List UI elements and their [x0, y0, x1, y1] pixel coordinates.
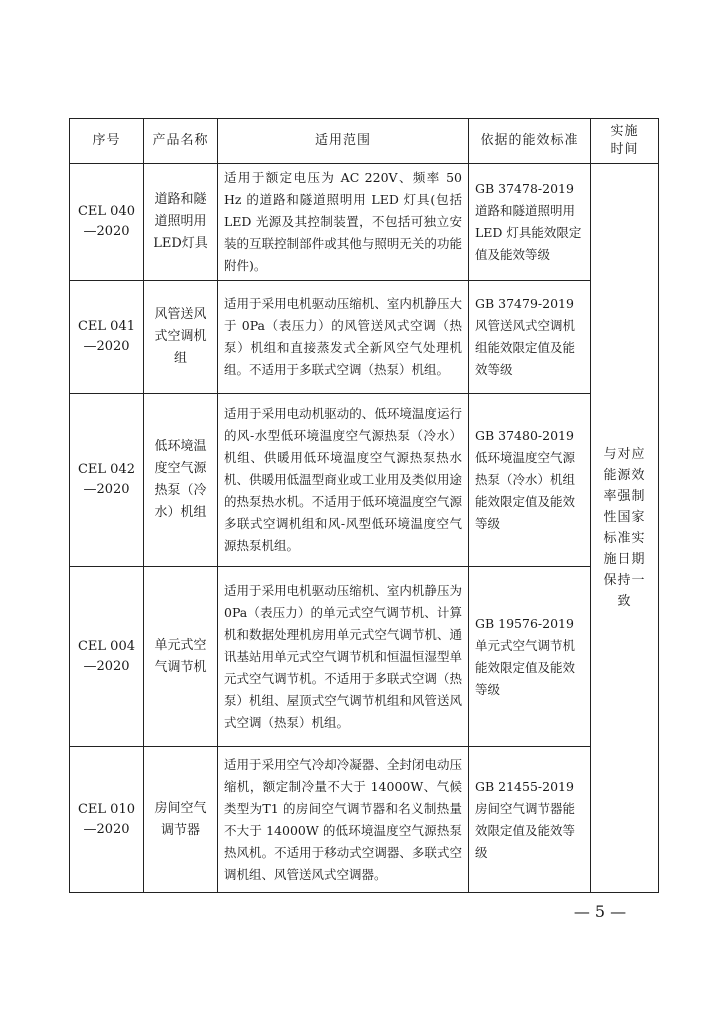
row-no: CEL 042 —2020: [70, 394, 144, 567]
row-scope: 适用于采用电机驱动压缩机、室内机静压大于 0Pa（表压力）的风管送风式空调（热泵）机组和直接蒸发式全新风空气处理机组。不适用于多联式空调（热泵）机组。: [218, 281, 469, 394]
table-header-row: [70, 119, 659, 164]
row-no: CEL 004 —2020: [70, 567, 144, 747]
table-row: [70, 394, 659, 567]
header-no: 序号: [70, 119, 144, 164]
row-scope: 适用于采用电动机驱动的、低环境温度运行的风-水型低环境温度空气源热泵（冷水）机组、供暖用低环境温度空气源热泵热水机、供暖用低温型商业或工业用及类似用途的热泵热水机。不适用于低环境温度空气源多联式空调机组和风-风型低环境温度空气源热泵机组。: [218, 394, 469, 567]
page-number: — 5 —: [573, 902, 627, 921]
header-scope: 适用范围: [218, 119, 469, 164]
product-standards-table: [69, 118, 659, 893]
row-scope: 适用于额定电压为 AC 220V、频率 50 Hz 的道路和隧道照明用 LED 灯具(包括 LED 光源及其控制装置，不包括可独立安装的互联控制部件或其他与照明无关的功能附件)。: [218, 164, 469, 281]
row-standard: GB 37480-2019 低环境温度空气源热泵（冷水）机组能效限定值及能效等级: [469, 394, 591, 567]
header-implementation-time: 实施 时间: [591, 119, 659, 164]
row-no: CEL 041 —2020: [70, 281, 144, 394]
table-row: [70, 281, 659, 394]
row-no: CEL 010 —2020: [70, 747, 144, 893]
row-standard: GB 21455-2019 房间空气调节器能效限定值及能效等级: [469, 747, 591, 893]
table-row: [70, 567, 659, 747]
row-product-name: 低环境温 度空气源 热泵（冷 水）机组: [144, 394, 218, 567]
row-standard: GB 19576-2019 单元式空气调节机能效限定值及能效等级: [469, 567, 591, 747]
row-product-name: 房间空气 调节器: [144, 747, 218, 893]
row-product-name: 道路和隧 道照明用 LED灯具: [144, 164, 218, 281]
row-standard: GB 37479-2019 风管送风式空调机组能效限定值及能效等级: [469, 281, 591, 394]
table-row: [70, 747, 659, 893]
row-no: CEL 040 —2020: [70, 164, 144, 281]
row-standard: GB 37478-2019 道路和隧道照明用 LED 灯具能效限定值及能效等级: [469, 164, 591, 281]
header-standard: 依据的能效标准: [469, 119, 591, 164]
row-scope: 适用于采用电机驱动压缩机、室内机静压为0Pa（表压力）的单元式空气调节机、计算机和数据处理机房用单元式空气调节机、通讯基站用单元式空气调节机和恒温恒湿型单元式空气调节机。不适用于多联式空调（热泵）机组、屋顶式空气调节机组和风管送风式空调（热泵）机组。: [218, 567, 469, 747]
row-product-name: 风管送风 式空调机 组: [144, 281, 218, 394]
table-row: [70, 164, 659, 281]
row-product-name: 单元式空 气调节机: [144, 567, 218, 747]
header-product-name: 产品名称: [144, 119, 218, 164]
row-scope: 适用于采用空气冷却冷凝器、全封闭电动压缩机，额定制冷量不大于 14000W、气候类型为T1 的房间空气调节器和名义制热量不大于 14000W 的低环境温度空气源热泵热风机。不适用于移动式空调器、多联式空调机组、风管送风式空调器。: [218, 747, 469, 893]
implementation-time-note: 与对应 能源效 率强制 性国家 标准实 施日期 保持一 致: [591, 164, 659, 893]
